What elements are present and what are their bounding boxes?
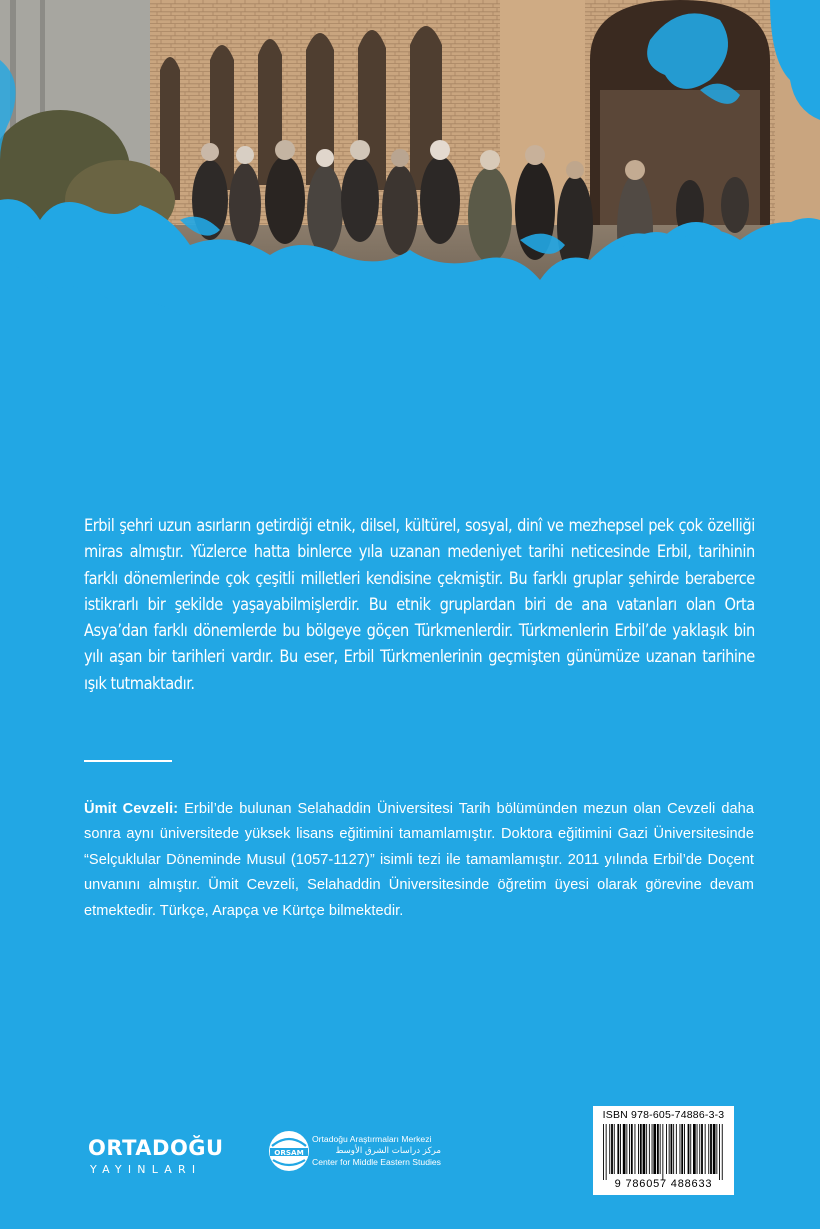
isbn-text: ISBN 978-605-74886-3-3 — [602, 1109, 725, 1121]
orsam-logo-icon — [268, 1130, 310, 1172]
publisher-sub: YAYINLARI — [90, 1163, 202, 1176]
author-bio — [84, 797, 754, 924]
isbn-barcode — [593, 1106, 734, 1195]
publisher-name: ORTADOĞU — [88, 1136, 224, 1160]
orsam-line-ar: مركز دراسات الشرق الأوسط — [335, 1145, 441, 1156]
cover-photo — [0, 0, 820, 340]
orsam-line-tr: Ortadoğu Araştırmaları Merkezi — [312, 1134, 432, 1144]
author-bio-text: Erbil’de bulunan Selahaddin Üniversitesi Tarih bölümünden mezun olan Cevzeli daha sonra aynı üniversitede yüksek lisans eğitimini tamamlamıştır. Doktora eğitimini Gazi Üniversitesinde “Selçuklular Döneminde Musul (1057-1127)” isimli tezi ile tamamlamıştır. 2011 yılında Erbil’de Doçent unvanını almıştır. Ümit Cevzeli, Selahaddin Üniversitesinde öğretim üyesi olarak görevine devam etmektedir. Türkçe, Arapça ve Kürtçe bilmektedir. — [84, 801, 754, 919]
publisher-logo — [88, 1136, 238, 1180]
orsam-logo — [268, 1128, 468, 1178]
orsam-badge: ORSAM — [274, 1147, 304, 1157]
orsam-text — [312, 1134, 441, 1169]
barcode-digits: 9 786057 488633 — [614, 1178, 713, 1190]
barcode-icon — [601, 1124, 726, 1180]
author-name: Ümit Cevzeli: — [84, 801, 179, 817]
divider — [84, 760, 172, 762]
back-cover-blurb: Erbil şehri uzun asırların getirdiği etnik, dilsel, kültürel, sosyal, dinî ve mezhepsel pek çok özelliği miras almıştır. Yüzlerce hatta binlerce yıla uzanan medeniyet tarihi neticesinde Erbil, tarihinin farklı dönemlerinde çok çeşitli milletleri kendisine çekmiştir. Bu farklı gruplar şehirde beraberce istikrarlı bir şekilde yaşayabilmişlerdir. Bu etnik gruplardan biri de ana vatanları olan Orta Asya’dan farklı dönemlerde bu bölgeye göçen Türkmenlerdir. Türkmenlerin Erbil’de yaklaşık bin yılı aşan bir tarihleri vardır. Bu eser, Erbil Türkmenlerinin geçmişten günümüze uzanan tarihine ışık tutmaktadır. — [84, 516, 755, 694]
orsam-line-en: Center for Middle Eastern Studies — [312, 1157, 441, 1167]
